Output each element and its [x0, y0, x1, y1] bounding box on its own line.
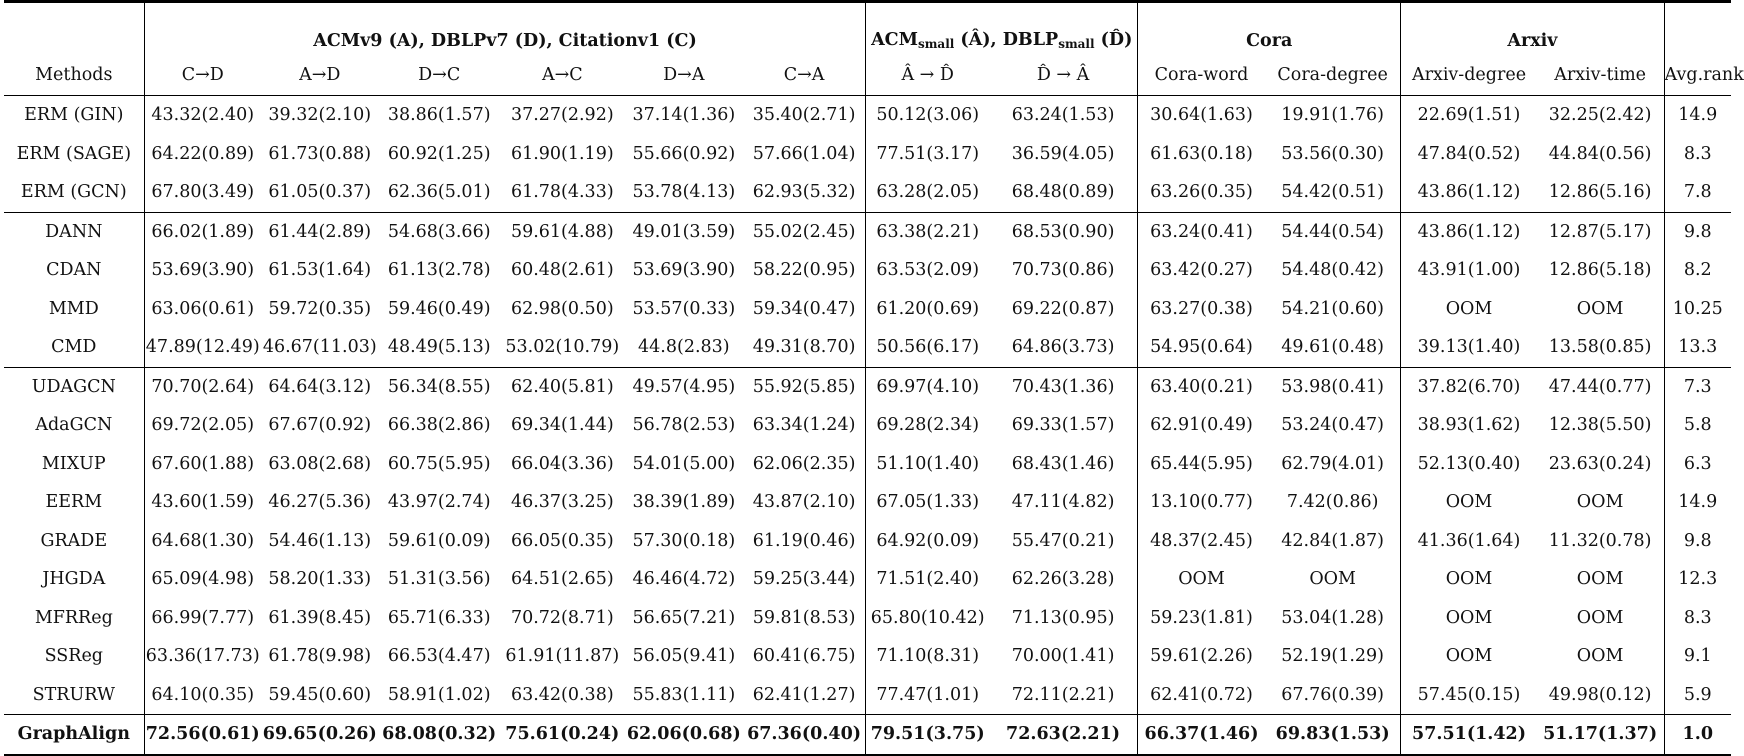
table-cell: 69.72(2.05): [144, 406, 261, 445]
table-cell: 71.10(8.31): [866, 637, 989, 676]
table-cell: 12.3: [1664, 560, 1731, 599]
method-name: AdaGCN: [35, 415, 113, 436]
table-cell: 43.60(1.59): [144, 483, 261, 522]
table-cell: 53.57(0.33): [632, 298, 736, 319]
table-cell: 71.13(0.95): [1011, 607, 1115, 628]
table-cell: 62.40(5.81): [510, 376, 614, 397]
table-cell: 8.3: [1664, 135, 1731, 174]
table-cell: 70.70(2.64): [144, 367, 261, 406]
table-cell: 59.45(0.60): [261, 676, 379, 715]
table-cell: 59.72(0.35): [268, 298, 372, 319]
table-cell: 55.83(1.11): [625, 676, 743, 715]
table-cell: 8.2: [1664, 251, 1731, 290]
table-cell: 62.91(0.49): [1138, 406, 1265, 445]
table-cell: 54.95(0.64): [1138, 328, 1265, 367]
table-cell: 62.06(0.68): [625, 715, 743, 755]
table-row: [4, 173, 1731, 212]
column-header-6: C→A: [743, 55, 866, 96]
table-cell: 69.28(2.34): [866, 406, 989, 445]
table-cell: 54.44(0.54): [1281, 221, 1384, 242]
table-cell: 9.8: [1664, 212, 1731, 251]
table-cell: 49.31(8.70): [743, 328, 866, 367]
table-cell: 66.05(0.35): [510, 530, 614, 551]
table-cell: 14.9: [1664, 96, 1731, 135]
table-cell: 37.27(2.92): [510, 105, 614, 126]
table-cell: 64.51(2.65): [510, 569, 614, 590]
method-name: MFRReg: [34, 607, 113, 628]
table-cell: 68.08(0.32): [379, 715, 500, 755]
table-cell: 51.17(1.37): [1537, 715, 1664, 755]
table-cell: 19.91(1.76): [1281, 105, 1384, 126]
table-row: [4, 715, 1731, 755]
table-cell: 14.9: [1664, 483, 1731, 522]
table-row: [4, 445, 1731, 484]
table-cell: 63.42(0.27): [1138, 251, 1265, 290]
table-cell: 12.38(5.50): [1548, 415, 1652, 436]
method-name: ERM (GCN): [4, 173, 144, 212]
table-cell: 63.24(0.41): [1138, 212, 1265, 251]
table-cell: 66.04(3.36): [510, 453, 614, 474]
table-cell: 72.56(0.61): [144, 715, 261, 755]
table-cell: 48.37(2.45): [1138, 522, 1265, 561]
table-cell: 59.61(0.09): [387, 530, 491, 551]
table-cell: 44.84(0.56): [1548, 143, 1652, 164]
table-cell: 59.46(0.49): [387, 298, 491, 319]
table-cell: 7.3: [1664, 367, 1731, 406]
column-header-2: A→D: [261, 55, 379, 96]
table-cell: 64.64(3.12): [268, 376, 372, 397]
table-cell: 54.46(1.13): [268, 530, 372, 551]
column-header-9: Cora-word: [1138, 55, 1265, 96]
table-cell: 55.02(2.45): [752, 221, 856, 242]
table-cell: 59.61(4.88): [510, 221, 614, 242]
method-name: CMD: [4, 328, 144, 367]
column-header-7: Â → D̂: [866, 55, 989, 96]
table-cell: 1.0: [1664, 715, 1731, 755]
table-cell: 54.42(0.51): [1265, 173, 1401, 212]
table-row: [4, 328, 1731, 367]
table-cell: 58.22(0.95): [752, 260, 856, 281]
table-cell: 38.93(1.62): [1401, 406, 1537, 445]
method-name: SSReg: [44, 646, 103, 667]
column-header-10: Cora-degree: [1265, 55, 1401, 96]
table-cell: 58.91(1.02): [379, 676, 500, 715]
table-cell: 60.75(5.95): [387, 453, 491, 474]
table-cell: 49.61(0.48): [1265, 328, 1401, 367]
table-cell: 53.78(4.13): [625, 173, 743, 212]
table-cell: 64.68(1.30): [144, 522, 261, 561]
table-cell: 42.84(1.87): [1281, 530, 1384, 551]
table-cell: 63.24(1.53): [1011, 105, 1115, 126]
table-cell: 66.53(4.47): [387, 646, 491, 667]
table-cell: OOM: [1576, 646, 1624, 667]
table-cell: 55.66(0.92): [632, 143, 736, 164]
table-cell: 11.32(0.78): [1548, 530, 1652, 551]
table-cell: 49.57(4.95): [632, 376, 736, 397]
column-header-8: D̂ → Â: [989, 55, 1138, 96]
group-header-acm-dblp-citation: ACMv9 (A), DBLPv7 (D), Citationv1 (C): [144, 2, 866, 56]
method-name: JHGDA: [42, 569, 106, 590]
table-cell: 63.40(0.21): [1138, 367, 1265, 406]
table-cell: 70.00(1.41): [1011, 646, 1115, 667]
table-cell: 46.27(5.36): [268, 492, 372, 513]
table-row: [4, 483, 1731, 522]
empty-rank-header: [1664, 2, 1731, 56]
table-cell: 75.61(0.24): [500, 715, 625, 755]
group-header-row: [4, 2, 1731, 56]
method-name: DANN: [45, 221, 103, 242]
table-cell: 62.98(0.50): [510, 298, 614, 319]
column-header-13: Avg.rank: [1664, 55, 1731, 96]
method-name: GRADE: [40, 530, 108, 551]
table-cell: OOM: [1401, 637, 1537, 676]
table-cell: 51.31(3.56): [387, 569, 491, 590]
table-cell: OOM: [1401, 560, 1537, 599]
table-cell: 62.79(4.01): [1281, 453, 1384, 474]
table-cell: 66.99(7.77): [144, 599, 261, 638]
column-header-12: Arxiv-time: [1537, 55, 1664, 96]
table-cell: OOM: [1401, 483, 1537, 522]
table-cell: 63.34(1.24): [752, 415, 856, 436]
table-cell: 23.63(0.24): [1548, 453, 1652, 474]
table-cell: 67.60(1.88): [144, 445, 261, 484]
table-cell: 69.97(4.10): [866, 367, 989, 406]
table-cell: 46.67(11.03): [261, 328, 379, 367]
table-cell: 44.8(2.83): [625, 328, 743, 367]
table-cell: 32.25(2.42): [1548, 105, 1652, 126]
column-header-5: D→A: [625, 55, 743, 96]
table-cell: 63.27(0.38): [1138, 290, 1265, 329]
table-cell: 47.84(0.52): [1401, 135, 1537, 174]
table-cell: 49.01(3.59): [632, 221, 736, 242]
column-header-0: Methods: [4, 55, 144, 96]
table-cell: 10.25: [1664, 290, 1731, 329]
table-cell: 70.73(0.86): [1011, 260, 1115, 281]
table-cell: 36.59(4.05): [1011, 143, 1115, 164]
table-cell: 55.92(5.85): [752, 376, 856, 397]
table-cell: 69.34(1.44): [510, 415, 614, 436]
table-cell: 48.49(5.13): [379, 328, 500, 367]
table-cell: 54.01(5.00): [632, 453, 736, 474]
table-cell: 53.02(10.79): [500, 328, 625, 367]
table-cell: 63.38(2.21): [866, 212, 989, 251]
table-cell: 67.76(0.39): [1265, 676, 1401, 715]
table-cell: 55.47(0.21): [1011, 530, 1115, 551]
table-row: [4, 251, 1731, 290]
method-name: UDAGCN: [31, 376, 116, 397]
table-cell: 41.36(1.64): [1401, 522, 1537, 561]
column-header-11: Arxiv-degree: [1401, 55, 1537, 96]
group-header-arxiv: Arxiv: [1401, 2, 1664, 56]
table-cell: 37.14(1.36): [632, 105, 736, 126]
table-cell: 65.44(5.95): [1138, 445, 1265, 484]
table-cell: 35.40(2.71): [752, 105, 856, 126]
table-cell: 61.20(0.69): [866, 290, 989, 329]
results-table: [4, 0, 1744, 756]
table-cell: 53.69(3.90): [144, 251, 261, 290]
table-cell: 13.3: [1664, 328, 1731, 367]
table-cell: 65.09(4.98): [144, 560, 261, 599]
table-cell: 61.39(8.45): [268, 607, 372, 628]
table-cell: 50.12(3.06): [866, 96, 989, 135]
table-cell: 63.28(2.05): [866, 173, 989, 212]
group-header-acm-dblp-small: $ACM_{small}$ (Â), $DBLP_{small}$ (D̂): [866, 2, 1138, 56]
table-cell: 61.73(0.88): [268, 143, 372, 164]
table-cell: 56.65(7.21): [632, 607, 736, 628]
table-cell: OOM: [1309, 569, 1356, 590]
table-cell: 8.3: [1664, 599, 1731, 638]
table-body: [4, 96, 1731, 755]
table-cell: 64.22(0.89): [144, 135, 261, 174]
table-cell: 43.97(2.74): [387, 492, 491, 513]
table-cell: 56.78(2.53): [632, 415, 736, 436]
table-cell: 62.41(1.27): [743, 676, 866, 715]
table-cell: 63.06(0.61): [144, 290, 261, 329]
table-cell: 69.83(1.53): [1265, 715, 1401, 755]
table-cell: 9.8: [1664, 522, 1731, 561]
table-cell: 65.71(6.33): [387, 607, 491, 628]
table-cell: OOM: [1576, 569, 1624, 590]
table-cell: 54.68(3.66): [387, 221, 491, 242]
table-cell: 43.32(2.40): [144, 96, 261, 135]
table-cell: 38.86(1.57): [387, 105, 491, 126]
table-cell: 59.81(8.53): [752, 607, 856, 628]
table-cell: 71.51(2.40): [866, 560, 989, 599]
table-cell: 53.69(3.90): [632, 260, 736, 281]
table-cell: 63.26(0.35): [1138, 173, 1265, 212]
table-cell: 13.10(0.77): [1138, 483, 1265, 522]
table-cell: 64.10(0.35): [144, 676, 261, 715]
table-cell: 68.48(0.89): [989, 173, 1138, 212]
table-cell: 60.48(2.61): [510, 260, 614, 281]
table-cell: 38.39(1.89): [632, 492, 736, 513]
table-row: [4, 637, 1731, 676]
table-cell: 57.66(1.04): [752, 143, 856, 164]
table-cell: 12.86(5.18): [1548, 260, 1652, 281]
table-cell: 7.42(0.86): [1286, 492, 1379, 513]
table-cell: 59.25(3.44): [752, 569, 856, 590]
table-cell: 61.19(0.46): [752, 530, 856, 551]
table-cell: 43.86(1.12): [1401, 173, 1537, 212]
table-cell: 72.63(2.21): [989, 715, 1138, 755]
table-cell: 69.33(1.57): [1011, 415, 1115, 436]
method-name: ERM (SAGE): [16, 143, 132, 164]
table-cell: 22.69(1.51): [1401, 96, 1537, 135]
table-cell: 70.43(1.36): [1011, 376, 1115, 397]
table-cell: 69.22(0.87): [1011, 298, 1115, 319]
table-cell: 43.87(2.10): [752, 492, 856, 513]
table-cell: 12.86(5.16): [1537, 173, 1664, 212]
method-name: EERM: [45, 492, 103, 513]
table-cell: 72.11(2.21): [989, 676, 1138, 715]
table-cell: 57.45(0.15): [1401, 676, 1537, 715]
table-cell: 61.90(1.19): [510, 143, 614, 164]
table-cell: 7.8: [1664, 173, 1731, 212]
table-cell: 66.38(2.86): [387, 415, 491, 436]
column-header-1: C→D: [144, 55, 261, 96]
table-cell: 59.34(0.47): [752, 298, 856, 319]
table-cell: 53.04(1.28): [1281, 607, 1384, 628]
table-cell: OOM: [1576, 492, 1624, 513]
table-cell: 62.41(0.72): [1138, 676, 1265, 715]
table-cell: 63.08(2.68): [268, 453, 372, 474]
table-cell: OOM: [1401, 599, 1537, 638]
table-cell: 54.48(0.42): [1281, 260, 1384, 281]
table-cell: 62.36(5.01): [379, 173, 500, 212]
table-row: [4, 367, 1731, 406]
table-row: [4, 560, 1731, 599]
table-cell: 39.13(1.40): [1401, 328, 1537, 367]
table-cell: 77.51(3.17): [866, 135, 989, 174]
table-cell: 61.91(11.87): [505, 646, 620, 667]
method-name: STRURW: [4, 676, 144, 715]
table-row: [4, 676, 1731, 715]
table-row: [4, 290, 1731, 329]
table-cell: 59.61(2.26): [1138, 637, 1265, 676]
table-cell: 65.80(10.42): [866, 599, 989, 638]
table-cell: OOM: [1138, 560, 1265, 599]
table-cell: 39.32(2.10): [268, 105, 372, 126]
table-row: [4, 135, 1731, 174]
table-cell: 64.92(0.09): [866, 522, 989, 561]
table-cell: OOM: [1401, 290, 1537, 329]
table-cell: 52.13(0.40): [1401, 445, 1537, 484]
table-cell: 37.82(6.70): [1401, 367, 1537, 406]
table-cell: 61.78(9.98): [268, 646, 372, 667]
table-cell: 61.13(2.78): [387, 260, 491, 281]
table-row: [4, 212, 1731, 251]
table-cell: 53.98(0.41): [1281, 376, 1384, 397]
table-cell: 47.11(4.82): [1011, 492, 1115, 513]
table-cell: 46.37(3.25): [510, 492, 614, 513]
table-cell: 63.42(0.38): [500, 676, 625, 715]
table-cell: 9.1: [1664, 637, 1731, 676]
table-cell: 56.34(8.55): [387, 376, 491, 397]
table-cell: 66.37(1.46): [1138, 715, 1265, 755]
table-cell: 13.58(0.85): [1537, 328, 1664, 367]
table-cell: 43.91(1.00): [1401, 251, 1537, 290]
table-row: [4, 599, 1731, 638]
column-header-3: D→C: [379, 55, 500, 96]
group-header-cora: Cora: [1138, 2, 1401, 56]
table-cell: 68.53(0.90): [1011, 221, 1115, 242]
table-cell: 70.72(8.71): [510, 607, 614, 628]
table-cell: 50.56(6.17): [866, 328, 989, 367]
table-cell: 47.89(12.49): [144, 328, 261, 367]
table-cell: 52.19(1.29): [1281, 646, 1384, 667]
method-name: MIXUP: [41, 453, 106, 474]
table-cell: 62.06(2.35): [752, 453, 856, 474]
table-cell: 63.53(2.09): [866, 251, 989, 290]
table-row: [4, 406, 1731, 445]
table-cell: 49.98(0.12): [1537, 676, 1664, 715]
table-cell: 67.80(3.49): [144, 173, 261, 212]
table-cell: 59.23(1.81): [1138, 599, 1265, 638]
empty-corner: [4, 2, 144, 56]
table-cell: 79.51(3.75): [866, 715, 989, 755]
method-name: ERM (GIN): [24, 105, 124, 126]
table-cell: 51.10(1.40): [866, 445, 989, 484]
table-cell: 61.53(1.64): [268, 260, 372, 281]
table-cell: 67.36(0.40): [743, 715, 866, 755]
table-cell: 61.44(2.89): [268, 221, 372, 242]
table-cell: 62.26(3.28): [1011, 569, 1115, 590]
table-cell: 46.46(4.72): [632, 569, 736, 590]
table-cell: 53.24(0.47): [1281, 415, 1384, 436]
table-cell: 54.21(0.60): [1281, 298, 1384, 319]
table-cell: 61.78(4.33): [500, 173, 625, 212]
table-cell: 61.05(0.37): [261, 173, 379, 212]
table-cell: 57.30(0.18): [632, 530, 736, 551]
table-cell: 60.92(1.25): [387, 143, 491, 164]
column-header-row: [4, 55, 1731, 96]
table-cell: 5.8: [1664, 406, 1731, 445]
table-row: [4, 522, 1731, 561]
table-cell: 60.41(6.75): [752, 646, 856, 667]
table-cell: 56.05(9.41): [632, 646, 736, 667]
table-cell: 67.05(1.33): [866, 483, 989, 522]
table-cell: 63.36(17.73): [144, 637, 261, 676]
table-cell: 6.3: [1664, 445, 1731, 484]
table-cell: 69.65(0.26): [261, 715, 379, 755]
table-cell: 77.47(1.01): [866, 676, 989, 715]
table-cell: 12.87(5.17): [1548, 221, 1652, 242]
table-cell: OOM: [1576, 298, 1624, 319]
table-cell: 58.20(1.33): [268, 569, 372, 590]
column-header-4: A→C: [500, 55, 625, 96]
table-cell: 43.86(1.12): [1401, 212, 1537, 251]
table-cell: 62.93(5.32): [743, 173, 866, 212]
method-name: MMD: [48, 298, 99, 319]
table-cell: 61.63(0.18): [1138, 135, 1265, 174]
table-cell: 53.56(0.30): [1281, 143, 1384, 164]
table-cell: 68.43(1.46): [1011, 453, 1115, 474]
method-name: GraphAlign: [4, 715, 144, 755]
method-name: CDAN: [46, 260, 102, 281]
table-cell: 64.86(3.73): [989, 328, 1138, 367]
table-cell: 30.64(1.63): [1138, 96, 1265, 135]
table-cell: 5.9: [1664, 676, 1731, 715]
table-cell: 67.67(0.92): [268, 415, 372, 436]
table-cell: 57.51(1.42): [1401, 715, 1537, 755]
table-cell: 47.44(0.77): [1548, 376, 1652, 397]
table-cell: 66.02(1.89): [144, 212, 261, 251]
table-row: [4, 96, 1731, 135]
table-cell: OOM: [1576, 607, 1624, 628]
